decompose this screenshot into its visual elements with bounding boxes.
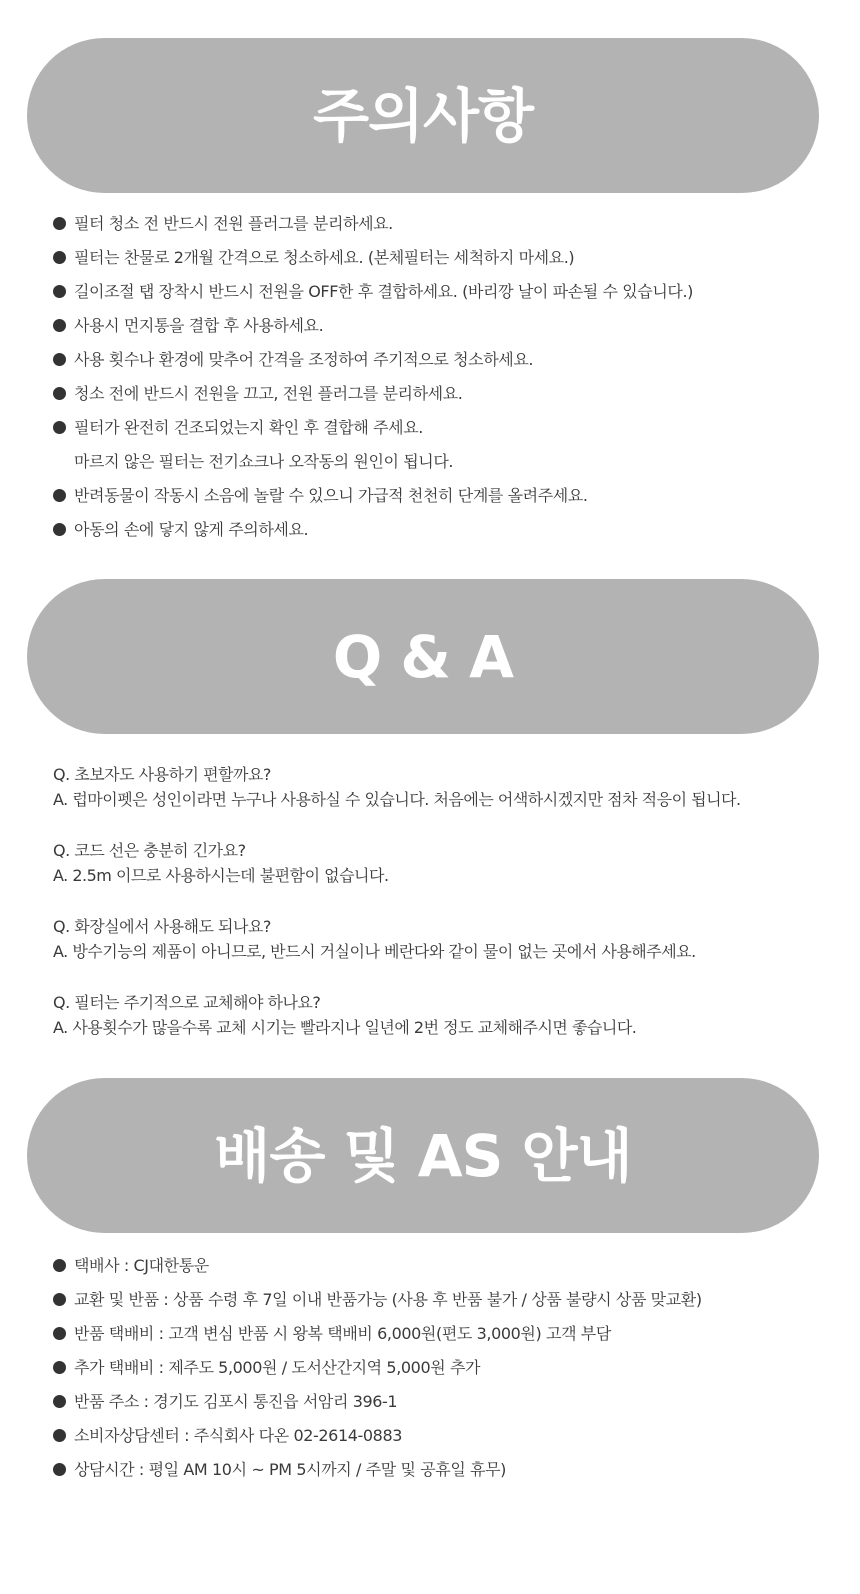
- bullet-icon: [53, 1395, 66, 1408]
- caution-item-text: 필터 청소 전 반드시 전원 플러그를 분리하세요.: [74, 214, 393, 233]
- delivery-list: [53, 1249, 702, 1487]
- bullet-icon: [53, 353, 66, 366]
- caution-item-text: 길이조절 탭 장착시 반드시 전원을 OFF한 후 결합하세요. (바리깡 날이 파손될 수 있습니다.): [74, 282, 693, 301]
- bullet-icon: [53, 1327, 66, 1340]
- delivery-item-text: 추가 택배비 : 제주도 5,000원 / 도서산간지역 5,000원 추가: [74, 1358, 481, 1377]
- caution-item: [53, 241, 693, 275]
- bullet-icon: [53, 421, 66, 434]
- qa-answer: A. 사용횟수가 많을수록 교체 시기는 빨라지나 일년에 2번 정도 교체해주시면 좋습니다.: [53, 1018, 637, 1037]
- delivery-item: [53, 1317, 702, 1351]
- caution-item-text: 마르지 않은 필터는 전기쇼크나 오작동의 원인이 됩니다.: [74, 452, 454, 471]
- caution-title: 주의사항: [312, 81, 534, 150]
- delivery-title: 배송 및 AS 안내: [214, 1121, 632, 1190]
- caution-list: [53, 207, 693, 547]
- qa-answer: A. 2.5m 이므로 사용하시는데 불편함이 없습니다.: [53, 866, 389, 885]
- caution-item-text: 청소 전에 반드시 전원을 끄고, 전원 플러그를 분리하세요.: [74, 384, 463, 403]
- caution-item: [53, 275, 693, 309]
- qa-list: [53, 762, 741, 1066]
- caution-item-text: 필터가 완전히 건조되었는지 확인 후 결합해 주세요.: [74, 418, 423, 437]
- caution-item: [53, 343, 693, 377]
- caution-item: [53, 479, 693, 513]
- bullet-icon: [53, 251, 66, 264]
- delivery-item: [53, 1385, 702, 1419]
- delivery-item-text: 상담시간 : 평일 AM 10시 ~ PM 5시까지 / 주말 및 공휴일 휴무): [74, 1460, 507, 1479]
- qa-title: Q & A: [332, 622, 514, 691]
- caution-item: [53, 309, 693, 343]
- bullet-icon: [53, 1429, 66, 1442]
- bullet-icon: [53, 1361, 66, 1374]
- delivery-item: [53, 1249, 702, 1283]
- bullet-icon: [53, 217, 66, 230]
- delivery-banner: [27, 1078, 819, 1233]
- qa-item: [53, 914, 741, 990]
- caution-item-text: 필터는 찬물로 2개월 간격으로 청소하세요. (본체필터는 세척하지 마세요.): [74, 248, 575, 267]
- delivery-item-text: 소비자상담센터 : 주식회사 다온 02-2614-0883: [74, 1426, 403, 1445]
- delivery-item-text: 반품 주소 : 경기도 김포시 통진읍 서암리 396-1: [74, 1392, 398, 1411]
- caution-banner: [27, 38, 819, 193]
- caution-item: [53, 377, 693, 411]
- bullet-icon: [53, 523, 66, 536]
- caution-item-text: 반려동물이 작동시 소음에 놀랄 수 있으니 가급적 천천히 단계를 올려주세요.: [74, 486, 588, 505]
- caution-item-text: 사용시 먼지통을 결합 후 사용하세요.: [74, 316, 324, 335]
- delivery-item-text: 반품 택배비 : 고객 변심 반품 시 왕복 택배비 6,000원(편도 3,000원) 고객 부담: [74, 1324, 611, 1343]
- qa-item: [53, 762, 741, 838]
- qa-question: Q. 필터는 주기적으로 교체해야 하나요?: [53, 993, 321, 1012]
- delivery-item: [53, 1453, 702, 1487]
- caution-item: [53, 513, 693, 547]
- bullet-icon: [53, 1259, 66, 1272]
- delivery-item: [53, 1283, 702, 1317]
- caution-item-text: 사용 횟수나 환경에 맞추어 간격을 조정하여 주기적으로 청소하세요.: [74, 350, 534, 369]
- bullet-icon: [53, 1463, 66, 1476]
- qa-item: [53, 990, 741, 1066]
- caution-item: [53, 445, 693, 479]
- bullet-icon: [53, 285, 66, 298]
- qa-item: [53, 838, 741, 914]
- delivery-item: [53, 1351, 702, 1385]
- delivery-item-text: 교환 및 반품 : 상품 수령 후 7일 이내 반품가능 (사용 후 반품 불가 / 상품 불량시 상품 맞교환): [74, 1290, 702, 1309]
- qa-question: Q. 코드 선은 충분히 긴가요?: [53, 841, 246, 860]
- qa-question: Q. 화장실에서 사용해도 되나요?: [53, 917, 271, 936]
- qa-answer: A. 방수기능의 제품이 아니므로, 반드시 거실이나 베란다와 같이 물이 없는 곳에서 사용해주세요.: [53, 942, 696, 961]
- caution-item: [53, 411, 693, 445]
- bullet-icon: [53, 1293, 66, 1306]
- delivery-item-text: 택배사 : CJ대한통운: [74, 1256, 209, 1275]
- delivery-item: [53, 1419, 702, 1453]
- qa-question: Q. 초보자도 사용하기 편할까요?: [53, 765, 271, 784]
- bullet-icon: [53, 489, 66, 502]
- qa-banner: [27, 579, 819, 734]
- bullet-icon: [53, 319, 66, 332]
- qa-answer: A. 럽마이펫은 성인이라면 누구나 사용하실 수 있습니다. 처음에는 어색하시겠지만 점차 적응이 됩니다.: [53, 790, 741, 809]
- caution-item: [53, 207, 693, 241]
- bullet-icon: [53, 387, 66, 400]
- caution-item-text: 아동의 손에 닿지 않게 주의하세요.: [74, 520, 309, 539]
